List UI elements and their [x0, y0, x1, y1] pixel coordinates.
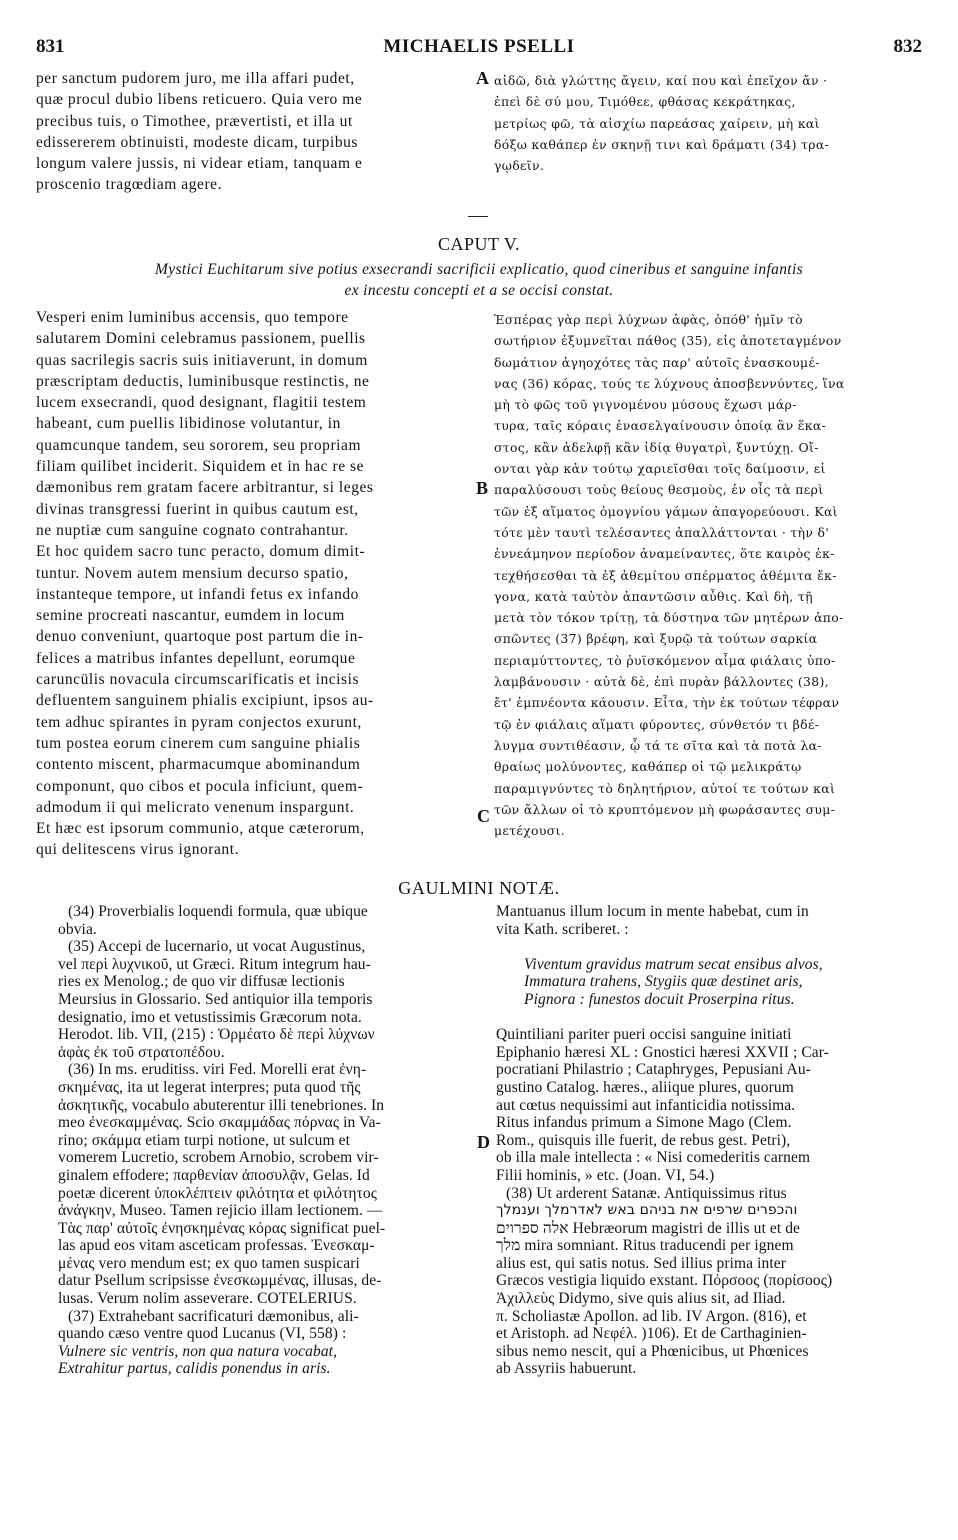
note-line: pocratiani Philastrio ; Cataphryges, Pepusiani Au-: [496, 1061, 811, 1079]
greek-line: μετέχουσι.: [494, 823, 566, 839]
note-line: Τὰς παρ' αὐτοῖς ἐνησκημένας κόρας significat puel-: [58, 1219, 386, 1237]
running-title: MICHAELIS PSELLI: [383, 36, 575, 57]
note-line: π. Scholiastæ Apollon. ad lib. IV Argon. (816), et: [496, 1307, 807, 1325]
latin-line: Et hæc est ipsorum communio, atque cæterorum,: [36, 820, 365, 838]
latin-line: edissererem obtinuisti, modeste dicam, turpibus: [36, 133, 359, 151]
latin-line: semine procreati nascantur, eumdem in locum: [36, 607, 345, 625]
greek-line: δωμάτιον ἀγηοχότες τὰς παρ' αὐτοῖς ἐνασκουμέ-: [494, 354, 820, 370]
greek-line: σωτήριον ἐξυμνεῖται πάθος (35), εἰς ἀποτεταγμένον: [494, 333, 842, 349]
note-line: (36) In ms. eruditiss. viri Fed. Morelli erat ἐνη-: [68, 1061, 367, 1079]
note-line: poetæ dicerent ὑποκλέπτειν φιλότητα et φιλότητος: [58, 1184, 378, 1202]
margin-marker-d: D: [477, 1132, 490, 1152]
latin-line: instanteque tempore, ut infandi fetus ex infando: [36, 585, 359, 603]
latin-line: quæ procul dubio libens reticuero. Quia vero me: [36, 91, 363, 109]
note-line: (35) Accepi de lucernario, ut vocat Augustinus,: [68, 938, 366, 956]
note-line: meo ἐνεσκαμμένας. Scio σκαμμάδας πόρνας in Va-: [58, 1114, 381, 1132]
latin-line: tuntur. Novem autem mensium decurso spatio,: [36, 564, 349, 582]
note-line: las apud eos vitam asceticam professas. Ἐνεσκαμ-: [58, 1237, 375, 1255]
note-line: מלך mira somniant. Ritus traducendi per ignem: [496, 1237, 794, 1255]
greek-line: ονται γὰρ κἀν τούτῳ χαριεῖσθαι τοῖς δαίμοσιν, εἰ: [494, 461, 826, 477]
note-line: obvia.: [58, 920, 97, 938]
greek-line: μετρίως φῶ, τὰ αἰσχίω παρεάσας χαίρειν, μὴ καὶ: [494, 115, 820, 131]
latin-line: ne nuptiæ cum sanguine cognato contrahantur.: [36, 521, 349, 539]
latin-line: filiam quilibet inciderit. Siquidem et in hac re se: [36, 458, 365, 476]
note-line: [496, 1009, 832, 1027]
chapter-summary-line-1: Mystici Euchitarum sive potius exsecrandi sacrificii explicatio, quod cineribus et sanguine infantis: [154, 261, 803, 278]
greek-line: αἰδῶ, διὰ γλώττης ἄγειν, καί που καὶ ἐπεῖχον ἄν ·: [494, 73, 828, 88]
note-line: Pignora : funestos docuit Proserpina ritus.: [524, 990, 795, 1008]
note-line: Immatura trahens, Stygiis quæ destinet aris,: [524, 973, 803, 991]
note-line: Vulnere sic ventris, non qua natura vocabat,: [58, 1342, 338, 1360]
margin-marker-a: A: [476, 68, 489, 88]
note-line: Meursius in Glossario. Sed antiquior illa temporis: [58, 990, 373, 1008]
margin-marker-c: C: [477, 806, 490, 826]
greek-line: σπῶντες (37) βρέφη, καὶ ξυρῷ τὰ τούτων σαρκία: [494, 631, 818, 647]
latin-line: proscenio tragœdiam agere.: [36, 176, 223, 194]
greek-line: Ἑσπέρας γὰρ περὶ λύχνων ἁφὰς, ὁπόθ' ἡμῖν τὸ: [494, 312, 803, 327]
greek-line: παραλύσουσι τοὺς θείους θεσμοὺς, ἐν οἷς τὰ περὶ: [494, 482, 824, 498]
greek-line: τῶν ἄλλων οἱ τὸ κρυπτόμενον μὴ φωράσαντες συμ-: [494, 801, 836, 817]
latin-line: longum valere jussis, ni videar etiam, tanquam e: [36, 155, 363, 173]
latin-line: defluentem sanguinem phialis excipiunt, ipsos au-: [36, 692, 374, 710]
note-line: Epiphanio hæresi XL : Gnostici hæresi XXVII ; Car-: [496, 1043, 830, 1061]
greek-line: ἐννεάμηνον περίοδον ἀναμείναντες, ὅτε καιρὸς ἐκ-: [494, 546, 835, 562]
note-line: lusas. Verum nolim asseverare. COTELERIUS.: [58, 1290, 357, 1308]
note-line: ob illa male intellecta : « Nisi comederitis carnem: [496, 1149, 811, 1167]
main-greek-column: [494, 309, 845, 841]
note-line: ries ex Menolog.; de quo vir diffusæ lectionis: [58, 973, 345, 991]
note-line: Quintiliani pariter pueri occisi sanguine initiati: [496, 1026, 792, 1044]
greek-line: στος, κἂν ἀδελφῇ κἂν ἰδίᾳ θυγατρὶ, ξυντύχῃ. Οἴ-: [494, 439, 819, 455]
note-line: אלה ספרוים Hebræorum magistri de illis ut et de: [496, 1219, 801, 1237]
note-line: (34) Proverbialis loquendi formula, quæ ubique: [68, 903, 368, 920]
note-line: aut cœtus nequissimi aut infanticidia notissima.: [496, 1096, 796, 1114]
greek-line: ἔτ' ἐμπνέοντα κάουσιν. Εἶτα, τὴν ἐκ τούτων τέφραν: [494, 695, 840, 711]
note-line: quando cæso ventre quod Lucanus (VI, 558) :: [58, 1325, 347, 1343]
note-line: Ἀχιλλεὺς Didymo, sive quis alius sit, ad Iliad.: [496, 1290, 786, 1308]
note-line: Ritus infandus primum a Simone Mago (Clem.: [496, 1114, 792, 1132]
latin-line: felices a matribus infantes depellunt, eorumque: [36, 649, 356, 667]
note-line: Filii hominis, » etc. (Joan. VI, 54.): [496, 1166, 715, 1184]
latin-line: habeant, cum puellis libidinose volutantur, in: [36, 415, 341, 433]
margin-marker-b: B: [476, 478, 489, 498]
greek-line: νας (36) κόρας, τούς τε λύχνους ἀποσβεννύντες, ἵνα: [494, 375, 845, 391]
note-line: vita Kath. scriberet. :: [496, 920, 629, 938]
greek-line: τῶν ἐξ αἵματος ὁμογνίου γάμων ἀπαγορεύουσι. Καὶ: [494, 503, 838, 519]
note-line: et Aristoph. ad Νεφέλ. )106). Et de Carthaginien-: [496, 1325, 807, 1343]
note-line: ἀνάγκην, Museo. Tamen rejicio illam lectionem. —: [58, 1202, 383, 1220]
note-line: gustino Catalog. hæres., aliique plures, quorum: [496, 1078, 794, 1096]
greek-line: τεχθήσεσθαι τὰ ἐξ ἀθεμίτου σπέρματος ἀθέμιτα ἔκ-: [494, 567, 837, 583]
latin-line: Et hoc quidem sacro tunc peracto, domum dimit-: [36, 543, 366, 561]
notes-heading: GAULMINI NOTÆ.: [398, 878, 560, 898]
greek-line: μετὰ τὸν τόκον τρίτῃ, τὰ δύστηνα τῶν μητέρων ἀπο-: [494, 610, 844, 626]
notes-left-column: [58, 903, 385, 1378]
note-line: ginalem effodere; παρθενίαν ἀποσυλᾷν, Gelas. Id: [58, 1166, 370, 1184]
latin-line: divinas transgressi fuerint in quibus cautum est,: [36, 500, 359, 518]
page-number-left: 831: [36, 36, 65, 57]
latin-line: denuo conveniunt, quartoque post partum die in-: [36, 628, 364, 646]
latin-line: lucem exsecrandi, quod designant, flagitii testem: [36, 394, 367, 412]
latin-line: salutarem Domini celebramus passionem, puellis: [36, 330, 366, 348]
latin-line: precibus tuis, o Timothee, prævertisti, et illa ut: [36, 112, 353, 130]
greek-line: λαμβάνουσιν · αὐτὰ δὲ, ἐπὶ πυρὰν βάλλοντες (38),: [494, 674, 829, 690]
note-line: vel περὶ λυχνικοῦ, ut Græci. Ritum integrum hau-: [58, 955, 371, 973]
note-line: rino; σκάμμα etiam turpi notione, ut sulcum et: [58, 1131, 350, 1149]
latin-line: quas sacrilegis sacris suis initiaverunt, in domum: [36, 351, 368, 369]
latin-line: qui delitescens virus ignorant.: [36, 841, 240, 859]
note-line: ἁφὰς ἐκ τοῦ στρατοπέδου.: [58, 1043, 225, 1061]
chapter-summary-line-2: ex incestu concepti et a se occisi constat.: [344, 282, 614, 299]
note-line: (38) Ut arderent Satanæ. Antiquissimus ritus: [506, 1184, 787, 1202]
note-line: ab Assyriis habuerunt.: [496, 1360, 637, 1378]
latin-line: quamcunque tandem, seu sororem, seu propriam: [36, 436, 362, 454]
top-latin-column: [36, 68, 362, 196]
note-line: (37) Extrahebant sacrificaturi dæmonibus, ali-: [68, 1307, 359, 1325]
latin-line: tum postea eorum cinerem cum sanguine phialis: [36, 734, 361, 752]
note-line: vomerem Lucretio, scrobem Arnobio, scrobem vir-: [58, 1149, 379, 1167]
note-line: datur Psellum scripsisse ἐνεσκωμμένας, illusas, de-: [58, 1272, 382, 1290]
latin-line: per sanctum pudorem juro, me illa affari pudet,: [36, 70, 355, 87]
latin-line: dæmonibus rem gratam facere arbitrantur, si leges: [36, 479, 374, 497]
greek-line: ἐπεὶ δὲ σύ μου, Τιμόθεε, φθάσας κεκράτηκας,: [494, 94, 796, 110]
greek-line: περιαμύττοντες, τὸ ῥυϊσκόμενον αἷμα φιάλαις ὑπο-: [494, 652, 836, 668]
greek-line: γονα, κατὰ ταὐτὸν ἀπαντῶσιν αὖθις. Καὶ δὴ, τῇ: [494, 588, 813, 604]
note-line: Mantuanus illum locum in mente habebat, cum in: [496, 903, 809, 920]
note-line: designatio, imo et vetustissimis Græcorum nota.: [58, 1008, 362, 1026]
note-line: ἀσκητικῆς, vocabulo abuterentur illi tenebriones. In: [58, 1096, 385, 1114]
note-line: μένας vero mendum est; ex quo tamen suspicari: [58, 1254, 360, 1272]
greek-line: τυρα, ταῖς κόραις ἐνασελγαίνουσιν ὁποίᾳ ἂν ἕκα-: [494, 418, 827, 434]
greek-line: μὴ τὸ φῶς τοῦ γιγνομένου μύσους ἔχωσι μάρ-: [494, 397, 797, 413]
main-latin-column: [36, 307, 374, 861]
latin-line: contento miscent, pharmacumque abominandum: [36, 756, 361, 774]
greek-line: θραίως μολύνοντες, καθάπερ οἱ τῷ μελικράτῳ: [494, 759, 802, 775]
greek-line: λυγμα συντιθέασιν, ᾧ τά τε σῖτα καὶ τὰ ποτὰ λα-: [494, 737, 822, 753]
greek-line: δόξω καθάπερ ἐν σκηνῇ τινι καὶ δράματι (34) τρα-: [494, 136, 830, 152]
section-divider: [468, 216, 488, 217]
note-line: Extrahitur partus, calidis ponendus in aris.: [58, 1360, 331, 1378]
latin-line: Vesperi enim luminibus accensis, quo tempore: [36, 309, 349, 326]
greek-line: τῷ ἐν φιάλαις αἵματι φύροντες, σύνθετόν τι βδέ-: [494, 716, 820, 732]
note-line: והכפרים שרפים את בניהם באש לאדרמלך וענמלך: [496, 1202, 798, 1219]
greek-line: παραμιγνύντες τὸ δηλητήριον, αὐτοί τε τούτων καὶ: [494, 780, 836, 796]
latin-line: tem adhuc spirantes in pyram conjectos exurunt,: [36, 713, 362, 731]
note-line: Græcos vestigia liquido exstant. Πόρσοος (πορίσοος): [496, 1272, 833, 1290]
latin-line: præscriptam deductis, luminibusque restinctis, ne: [36, 372, 370, 390]
greek-line: τότε μὲν ταυτὶ τελέσαντες ἀπαλλάττονται · τὴν δ': [494, 524, 830, 540]
top-greek-column: [494, 70, 829, 176]
chapter-heading: CAPUT V.: [437, 234, 521, 254]
latin-line: caruncülis novacula circumscarificatis et incisis: [36, 671, 360, 689]
note-line: alius est, qui satis notus. Sed illius prima inter: [496, 1254, 787, 1272]
latin-line: admodum ii qui melicrato venenum inspargunt.: [36, 798, 355, 816]
notes-right-column: [496, 903, 832, 1378]
note-line: sibus nemo nescit, qui a Phœnicibus, ut Phœnices: [496, 1342, 809, 1360]
note-line: [496, 938, 832, 956]
note-line: Herodot. lib. VII, (215) : Ὁρμέατο δὲ περὶ λύχνων: [58, 1026, 375, 1044]
greek-line: γῳδεῖν.: [494, 158, 545, 174]
note-line: Rom., quisquis ille fuerit, de rebus gest. Petri),: [496, 1131, 791, 1149]
note-line: σκημένας, ita ut legerat interpres; puta quod τῆς: [58, 1078, 361, 1096]
latin-line: componunt, quo cibos et pocula inficiunt, quem-: [36, 777, 364, 795]
note-line: Viventum gravidus matrum secat ensibus alvos,: [524, 955, 823, 973]
page-number-right: 832: [893, 36, 922, 57]
